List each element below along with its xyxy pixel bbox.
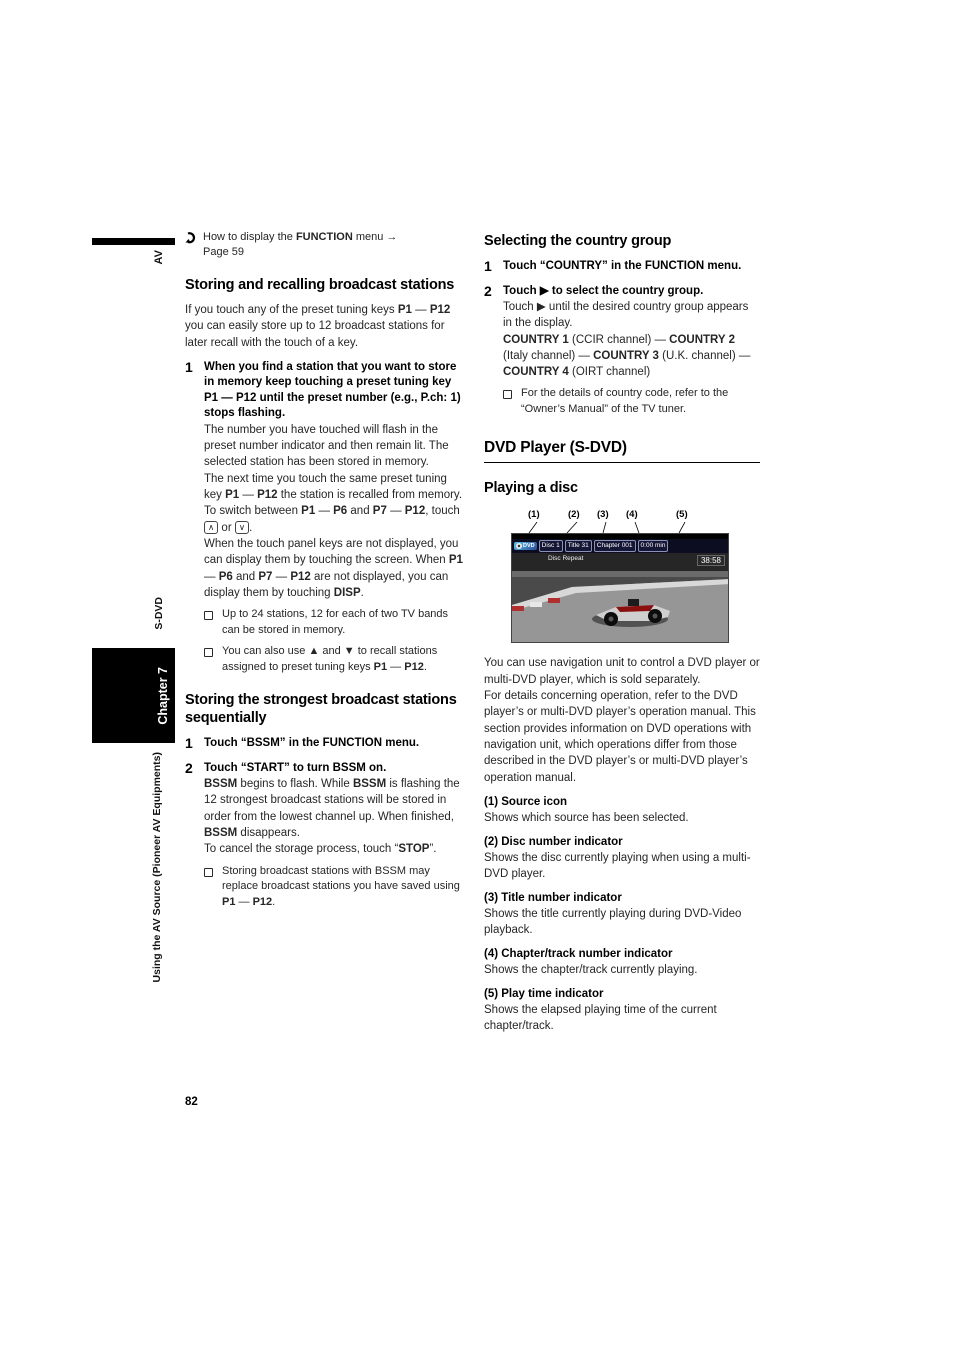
step-instruction: Touch “BSSM” in the FUNCTION menu. bbox=[204, 737, 420, 750]
step-instruction: Touch “START” to turn BSSM on. bbox=[204, 761, 387, 774]
disc-number-indicator: Disc 1 bbox=[539, 540, 563, 552]
step-instruction: Touch ▶ to select the country group. bbox=[503, 284, 704, 297]
note-square-icon bbox=[204, 648, 213, 657]
chapter-tab bbox=[92, 648, 175, 743]
definition-body: Shows which source has been selected. bbox=[484, 811, 689, 824]
note-square-icon bbox=[204, 868, 213, 877]
note-text: For the details of country code, refer to the “Owner’s Manual” of the TV tuner. bbox=[521, 387, 729, 415]
paragraph: For details concerning operation, refer to the DVD player’s or multi-DVD player’s operation manual. This section provides information on DVD operations with navigation unit, which operations differ from those described in the DVD player’s or multi-DVD player’s operation manual. bbox=[484, 690, 756, 784]
step-number: 2 bbox=[484, 282, 492, 299]
sidebar-section-title: Using the AV Source (Pioneer AV Equipments) bbox=[151, 752, 163, 983]
dvd-info-bar bbox=[512, 539, 728, 553]
paragraph: You can use navigation unit to control a DVD player or multi-DVD player, which is sold separately. bbox=[484, 657, 760, 686]
disc-repeat-status: Disc Repeat bbox=[548, 555, 584, 563]
page-number: 82 bbox=[185, 1096, 198, 1108]
step bbox=[185, 360, 463, 601]
heading-country-group: Selecting the country group bbox=[484, 233, 672, 249]
crossref-page-link[interactable]: Page 59 bbox=[203, 246, 244, 258]
source-label: DVD bbox=[523, 543, 535, 550]
disc-icon bbox=[516, 543, 522, 549]
definition-head: (5) Play time indicator bbox=[484, 987, 604, 1000]
race-car-photo bbox=[512, 553, 729, 643]
step bbox=[185, 761, 463, 858]
step-number: 1 bbox=[185, 735, 193, 752]
heading-storing-recalling: Storing and recalling broadcast stations bbox=[185, 277, 455, 293]
source-icon bbox=[514, 542, 537, 550]
paragraph: When the touch panel keys are not displayed, you can display them by touching the screen. When P1 — P6 and P7 — P12 are not displayed, you can display them by touching DISP. bbox=[204, 537, 463, 599]
step-body bbox=[503, 259, 760, 275]
note-square-icon bbox=[503, 390, 512, 399]
corner-time-display: 38:58 bbox=[697, 555, 725, 566]
note bbox=[503, 386, 760, 417]
dvd-screen-figure bbox=[511, 509, 729, 643]
step-body bbox=[204, 360, 463, 601]
definition bbox=[484, 891, 760, 938]
callout-2: (2) bbox=[568, 509, 580, 521]
figure-callouts bbox=[511, 509, 729, 522]
left-column bbox=[185, 230, 463, 910]
crossref-text: How to display the FUNCTION menu → bbox=[203, 231, 398, 243]
step-instruction: When you find a station that you want to store in memory keep touching a preset tuning key P1 — P12 until the preset number (e.g., P.ch: 1) stops flashing. bbox=[204, 360, 461, 420]
callout-leader-lines bbox=[511, 522, 729, 533]
chapter-number-indicator: Chapter 001 bbox=[594, 540, 636, 552]
definition bbox=[484, 835, 760, 882]
intro-paragraph: If you touch any of the preset tuning keys P1 — P12 you can easily store up to 12 broadcast stations for later recall with the touch of a key. bbox=[185, 304, 451, 349]
definition bbox=[484, 795, 760, 826]
note-text: Storing broadcast stations with BSSM may replace broadcast stations you have saved using P1 — P12. bbox=[222, 864, 460, 908]
callout-4: (4) bbox=[626, 509, 638, 521]
definition-body: Shows the elapsed playing time of the current chapter/track. bbox=[484, 1003, 717, 1032]
note bbox=[204, 644, 463, 675]
definition-body: Shows the title currently playing during DVD-Video playback. bbox=[484, 907, 742, 936]
callout-5: (5) bbox=[676, 509, 688, 521]
definition-head: (1) Source icon bbox=[484, 795, 568, 808]
crossref bbox=[185, 230, 463, 260]
paragraph: To cancel the storage process, touch “STOP”. bbox=[204, 843, 437, 856]
step-number: 1 bbox=[185, 358, 193, 375]
definition bbox=[484, 947, 760, 978]
definition-head: (4) Chapter/track number indicator bbox=[484, 947, 673, 960]
step-body bbox=[503, 284, 760, 381]
step bbox=[484, 259, 760, 275]
step-number: 1 bbox=[484, 258, 492, 274]
step bbox=[185, 736, 463, 752]
paragraph: Touch ▶ until the desired country group appears in the display. bbox=[503, 301, 749, 330]
step-number: 2 bbox=[185, 759, 193, 776]
definition bbox=[484, 987, 760, 1034]
margin-top-bar bbox=[92, 238, 175, 245]
definition-head: (3) Title number indicator bbox=[484, 891, 622, 904]
step-instruction: Touch “COUNTRY” in the FUNCTION menu. bbox=[503, 260, 742, 272]
sidebar-av-label: AV bbox=[153, 250, 165, 265]
step bbox=[484, 284, 760, 381]
heading-bssm: Storing the strongest broadcast stations sequentially bbox=[185, 692, 457, 727]
paragraph: The next time you touch the same preset tuning key P1 — P12 the station is recalled from memory. bbox=[204, 472, 463, 502]
paragraph: To switch between P1 — P6 and P7 — P12, touch ∧ or ∨ . bbox=[204, 505, 460, 534]
step-body bbox=[204, 736, 463, 752]
note bbox=[204, 607, 463, 638]
paragraph: COUNTRY 1 (CCIR channel) — COUNTRY 2 (Italy channel) — COUNTRY 3 (U.K. channel) — COUNTRY 4 (OIRT channel) bbox=[503, 333, 751, 379]
chapter-label: Chapter 7 bbox=[156, 666, 170, 725]
definition-head: (2) Disc number indicator bbox=[484, 835, 623, 848]
note-text: Up to 24 stations, 12 for each of two TV bands can be stored in memory. bbox=[222, 608, 449, 636]
title-number-indicator: Title 31 bbox=[565, 540, 592, 552]
definition-body: Shows the chapter/track currently playing. bbox=[484, 963, 698, 976]
dvd-screen bbox=[511, 533, 729, 643]
paragraph: BSSM begins to flash. While BSSM is flashing the 12 strongest broadcast stations will be stored in order from the lowest channel up. When finished, BSSM disappears. bbox=[204, 778, 460, 840]
callout-1: (1) bbox=[528, 509, 540, 521]
heading-dvd-player: DVD Player (S-DVD) bbox=[484, 439, 760, 463]
sidebar-sdvd-label: S-DVD bbox=[153, 597, 165, 630]
callout-3: (3) bbox=[597, 509, 609, 521]
step-body bbox=[204, 761, 463, 858]
note-square-icon bbox=[204, 611, 213, 620]
right-column bbox=[484, 230, 760, 1034]
definition-body: Shows the disc currently playing when using a multi-DVD player. bbox=[484, 851, 751, 880]
jump-arrow-icon bbox=[185, 231, 197, 260]
paragraph: The number you have touched will flash in the preset number indicator and then remain lit. The selected station has been stored in memory. bbox=[204, 423, 449, 469]
crossref-body bbox=[203, 230, 397, 260]
heading-playing-disc: Playing a disc bbox=[484, 480, 578, 497]
note-text: You can also use ▲ and ▼ to recall stations assigned to preset tuning keys P1 — P12. bbox=[222, 645, 438, 673]
play-time-indicator: 0:00 min bbox=[638, 540, 669, 552]
note bbox=[204, 864, 463, 911]
